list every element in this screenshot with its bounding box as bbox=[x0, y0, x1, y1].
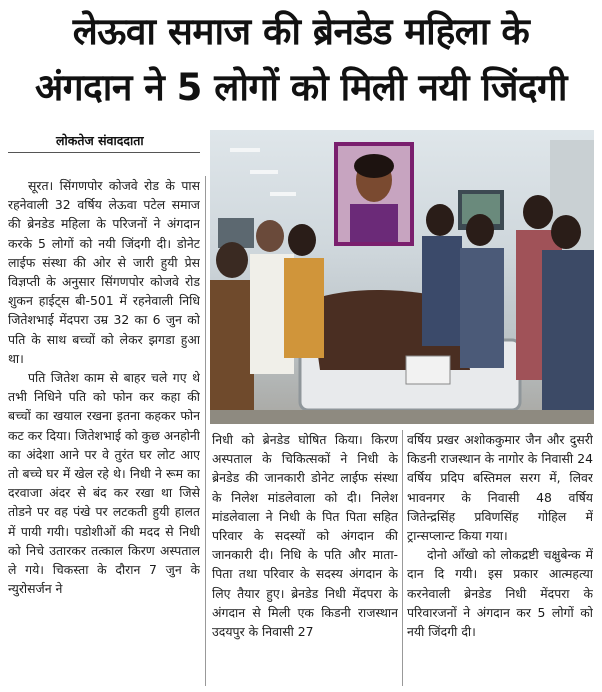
hospital-scene-icon bbox=[210, 130, 594, 424]
article-paragraph: सूरत। सिंगणपोर कोजवे रोड के पास रहनेवाली 32 वर्षिय लेऊवा पटेल समाज की ब्रेनडेड महिला के परिजनों ने अंगदान करके 5 लोगों को नयी जिंदगी दी। डोनेट लाईफ संस्था की ओर से जारी हुयी प्रेस विज्ञप्ती के अनुसार सिंगणपोर कोजवे रोड शुकन हाईट्स बी-501 में रहनेवाली निधि जितेशभाई मेंदपरा उम्र 32 का 6 जुन को पति के साथ बच्चों को लेकर झगडा हुआ था। bbox=[8, 178, 200, 366]
byline-divider bbox=[8, 152, 200, 153]
column-divider bbox=[402, 430, 403, 686]
article-column-2 bbox=[212, 430, 398, 690]
article-column-3 bbox=[407, 430, 593, 690]
article-paragraph: दोनो आँखो को लोकद्रष्टी चक्षुबेन्क में दान दि गयी। इस प्रकार आत्महत्या करनेवाली ब्रेनडेड निधी मेंदपरा के परिवारजनों ने अंगदान कर 5 लोगों को नयी जिंदगी दी। bbox=[407, 547, 593, 640]
byline: लोकतेज संवाददाता bbox=[56, 133, 144, 148]
headline bbox=[0, 4, 602, 116]
article-paragraph: वर्षिय प्रखर अशोककुमार जैन और दुसरी किडनी राजस्थान के नागोर के निवासी 24 वर्षिय प्रदिप बस्तिमल सरग में, लिवर भावनगर के निवासी 48 वर्षिय जितेन्द्रसिंह प्रविणसिंह गोहिल में ट्रान्सप्लान्ट किया गया। bbox=[407, 432, 593, 544]
article-column-1 bbox=[8, 176, 200, 686]
headline-line-2: अंगदान ने 5 लोगों को मिली नयी जिंदगी bbox=[35, 66, 567, 109]
column-divider bbox=[205, 176, 206, 686]
headline-line-1: लेऊवा समाज की ब्रेनडेड महिला के bbox=[72, 10, 530, 53]
article-paragraph: निधी को ब्रेनडेड घोषित किया। किरण अस्पताल के चिकित्सकों ने निधी के ब्रेनडेड की जानकारी डोनेट लाईफ संस्था के निलेश मांडलेवाला को दी। निलेश मांडलेवाला ने निधी के पित पिता सहित परिवार के सदस्यों को अंगदान की जानकारी दी। निधि के पति और माता-पिता तथा परिवार के सदस्य अंगदान के लिए तैयार हुए। ब्रेनडेड निधी मेंदपरा के अंगदान से मिली एक किडनी राजस्थान उदयपुर के निवासी 27 bbox=[212, 432, 398, 640]
article-paragraph: पति जितेश काम से बाहर चले गए थे तभी निधिने पति को फोन कर कहा की बच्चों का खयाल रखना इतना कहकर फोन कट कर दिया। जितेशभाई को कुछ अनहोनी का अंदेशा आने पर वे तुरंत घर लोट आए तो बच्चे घर में खेल रहे थे। निधी ने रूम का दरवाजा अंदर से बंद कर रखा था जिसे तोडने पर वह पंखे पर लटकती हुयी हालत में पायी गयी। पडोशीओं की मदद से निधी को निचे उतारकर तत्काल किरण अस्पताल ले गये। चिकस्ता के दौरान 7 जुन के न्युरोसर्जन ने bbox=[8, 370, 200, 597]
article-photo bbox=[210, 130, 594, 424]
